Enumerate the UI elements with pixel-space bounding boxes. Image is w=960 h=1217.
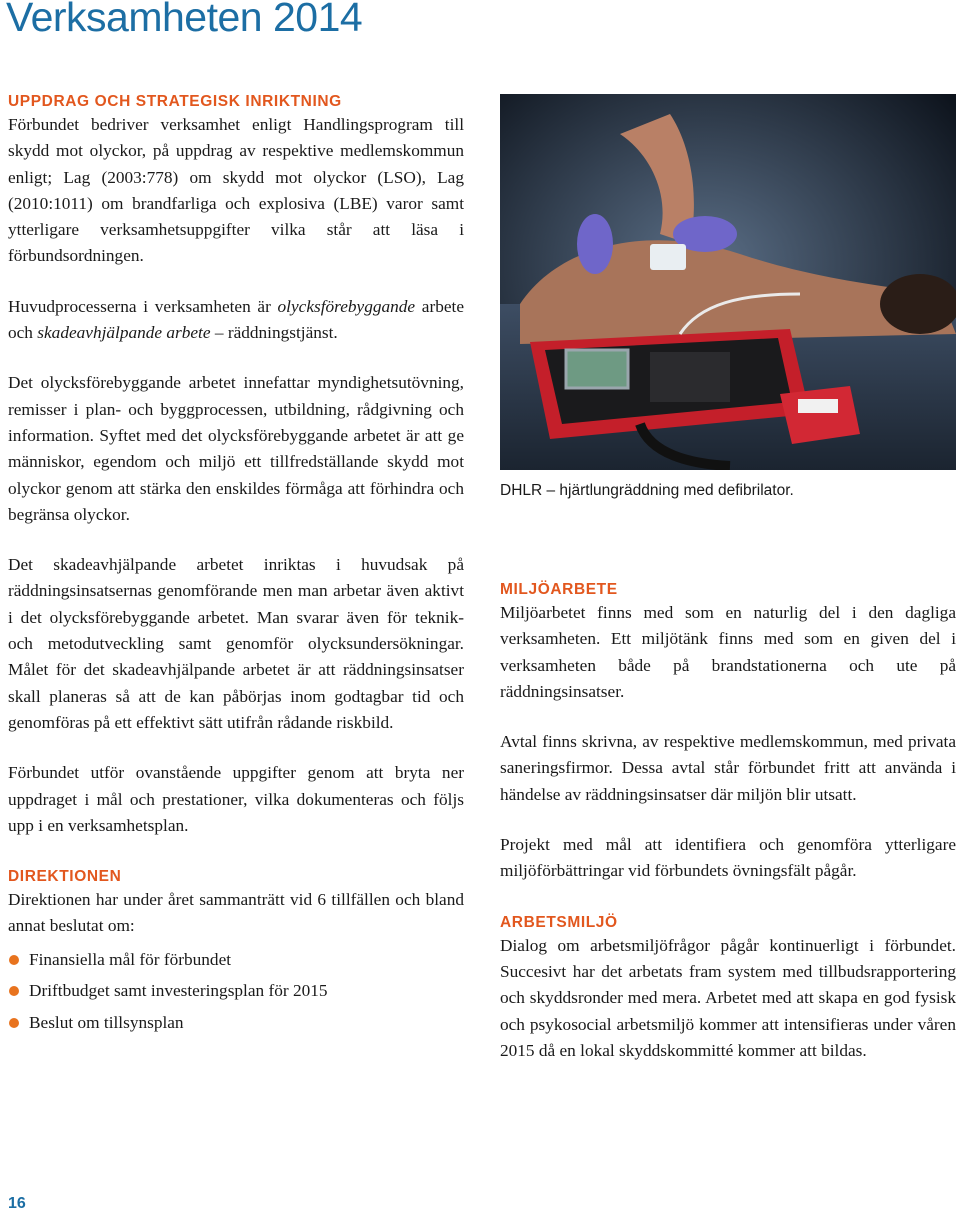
bullet-icon <box>9 1018 19 1028</box>
page-title: Verksamheten 2014 <box>6 0 363 40</box>
p2-text-c: – räddningstjänst. <box>210 323 338 343</box>
p2-emphasis-skadeavhjalpande: skadeavhjälpande arbete <box>37 323 211 343</box>
p2-emphasis-olycksforebyggande: olycksförebyggande <box>277 296 416 316</box>
list-item-text: Finansiella mål för förbundet <box>29 949 232 969</box>
page-number: 16 <box>8 1195 26 1212</box>
uppdrag-paragraph-1: Förbundet bedriver verksamhet enligt Handlingsprogram till skydd mot olyckor, på uppdrag av respektive medlemskommun enligt; Lag (2003:778) om skydd mot olyckor (LSO), Lag (2010:1011) om brandfarliga och explosiva (LBE) varor samt ytterligare verksamhetsuppgifter vilka står att läsa i förbundsordningen. <box>8 115 464 266</box>
p2-text-a: Huvudprocesserna i verksamheten är <box>8 296 278 316</box>
list-item <box>8 1007 464 1039</box>
p2-text-b: arbete och <box>8 296 464 343</box>
arbetsmiljo-paragraph-1: Dialog om arbetsmiljöfrågor pågår kontinuerligt i förbundet. Succesivt har det arbetats fram system med tillbudsrapportering och skyddsronder med mera. Arbetet med att skapa en god fysisk och psykosocial arbetsmiljö kommer att intensifieras under våren 2015 då en lokal skyddskommitté kommer att bildas. <box>500 935 956 1060</box>
list-item <box>8 944 464 976</box>
list-item-text: Driftbudget samt investeringsplan för 2015 <box>29 981 328 1001</box>
direktionen-list <box>8 944 464 1039</box>
uppdrag-paragraph-5: Förbundet utför ovanstående uppgifter genom att bryta ner uppdraget i mål och prestationer, vilka dokumenteras och följs upp i en verksamhetsplan. <box>8 763 464 835</box>
bullet-icon <box>9 955 19 965</box>
photo-caption: DHLR – hjärtlungräddning med defibrilator. <box>500 482 794 499</box>
miljo-paragraph-2: Avtal finns skrivna, av respektive medlemskommun, med privata saneringsfirmor. Dessa avtal står förbundet fritt att använda i händelse av räddningsinsatser där miljön blir utsatt. <box>500 732 956 804</box>
uppdrag-paragraph-4: Det skadeavhjälpande arbetet inriktas i huvudsak på räddningsinsatsernas genomförande men man arbetar även aktivt i det olycksförebyggande arbetet. Man svarar även för teknik- och metodutveckling samt genomför olycksundersökningar. Målet för det skadeavhjälpande arbetet är att räddningsinsatser skall planeras så att de kan påbörjas inom godtagbar tid och genomföras på ett effektivt sätt utifrån rådande riskbild. <box>8 555 464 732</box>
left-column <box>8 92 464 1038</box>
photo-block <box>500 94 956 500</box>
arbetsmiljo-heading: ARBETSMILJÖ <box>500 913 618 931</box>
uppdrag-heading: UPPDRAG OCH STRATEGISK INRIKTNING <box>8 93 342 110</box>
miljo-paragraph-3: Projekt med mål att identifiera och genomföra ytterligare miljöförbättringar vid förbundets övningsfält pågår. <box>500 835 956 881</box>
uppdrag-paragraph-2 <box>8 294 464 347</box>
right-column <box>500 580 956 1064</box>
uppdrag-paragraph-3: Det olycksförebyggande arbetet innefattar myndighetsutövning, remisser i plan- och byggprocessen, utbildning, rådgivning och information. Syftet med det olycksförebyggande arbetet är att ge människor, egendom och miljö ett tillfredställande skydd mot olyckor genom att stärka den enskildes förmåga att förhindra och begränsa olyckor. <box>8 373 464 524</box>
cpr-defibrillator-photo <box>500 94 956 470</box>
bullet-icon <box>9 986 19 996</box>
list-item <box>8 975 464 1007</box>
direktionen-intro: Direktionen har under året sammanträtt vid 6 tillfällen och bland annat beslutat om: <box>8 890 464 936</box>
miljo-paragraph-1: Miljöarbetet finns med som en naturlig del i den dagliga verksamheten. Ett miljötänk finns med som en given del i verksamheten både på brandstationerna och ute på räddningsinsatser. <box>500 603 956 701</box>
direktionen-heading: DIREKTIONEN <box>8 868 122 886</box>
list-item-text: Beslut om tillsynsplan <box>29 1012 184 1032</box>
miljo-heading: MILJÖARBETE <box>500 581 618 598</box>
